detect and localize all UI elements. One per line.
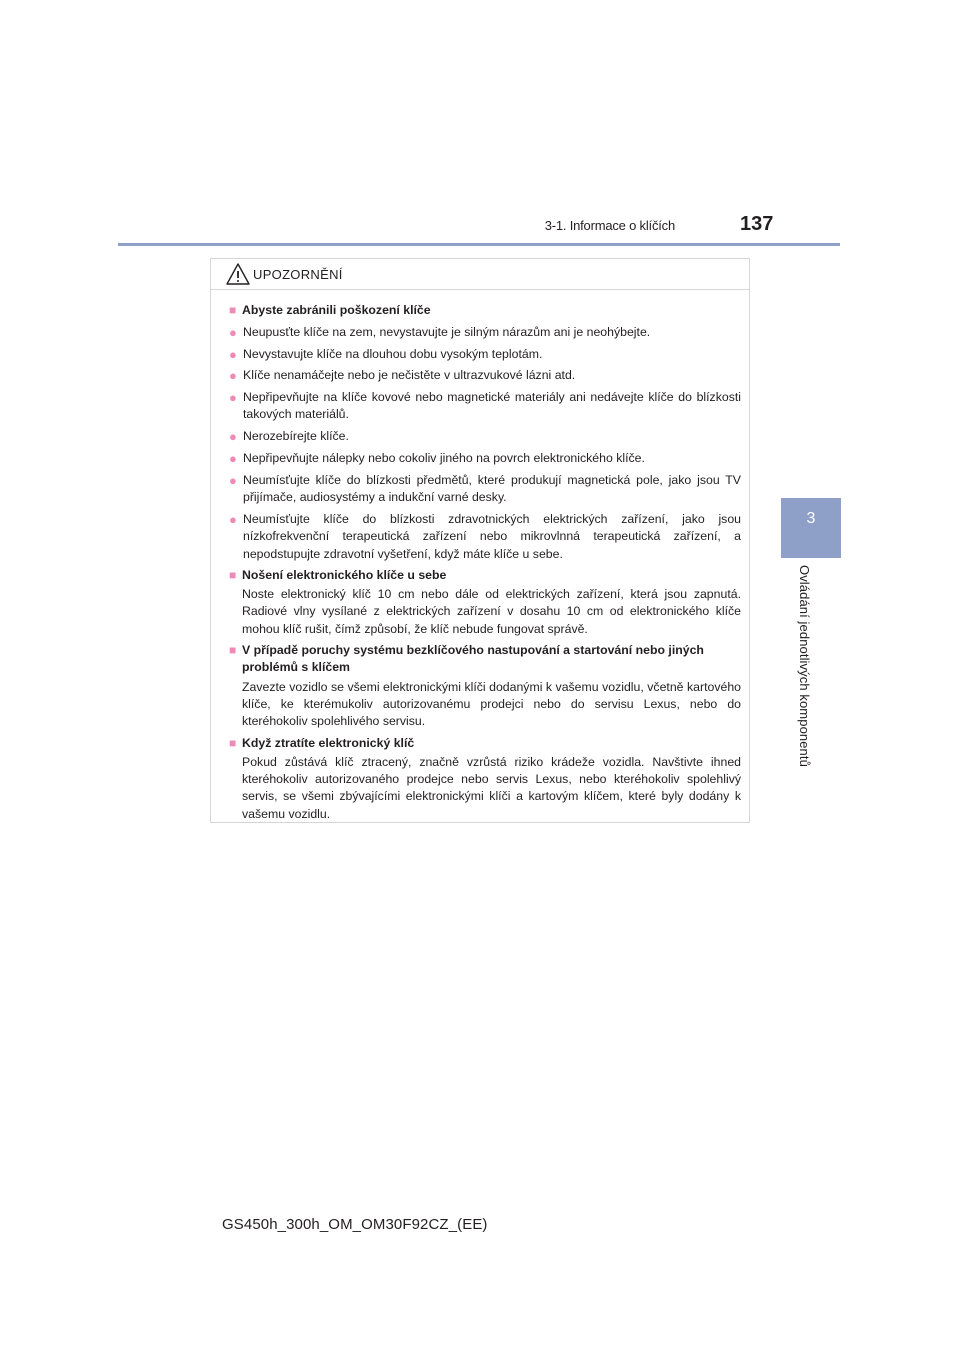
circle-bullet-icon: ●	[229, 324, 237, 340]
section-heading-text: Když ztratíte elektronický klíč	[242, 735, 415, 750]
list-item-text: Nepřipevňujte na klíče kovové nebo magnetické materiály ani nedávejte klíče do blízkosti takových materiálů.	[243, 390, 741, 422]
section-damage-prevention	[229, 302, 741, 563]
list-item	[229, 428, 741, 445]
circle-bullet-icon: ●	[229, 368, 237, 384]
circle-bullet-icon: ●	[229, 472, 237, 488]
list-item-text: Neupusťte klíče na zem, nevystavujte je silným nárazům ani je neohýbejte.	[243, 324, 651, 339]
list-item-text: Neumísťujte klíče do blízkosti předmětů, které produkují magnetická pole, jako jsou TV přijímače, audiosystémy a indukční varné desky.	[243, 472, 741, 505]
warning-box	[210, 258, 750, 823]
circle-bullet-icon: ●	[229, 346, 237, 362]
warning-header	[211, 259, 749, 290]
list-item-text: Nevystavujte klíče na dlouhou dobu vysokým teplotám.	[243, 346, 543, 361]
section-carrying-key	[229, 567, 741, 638]
list-item	[229, 346, 741, 363]
warning-triangle-icon	[225, 262, 251, 286]
circle-bullet-icon: ●	[229, 390, 237, 406]
document-id: GS450h_300h_OM_OM30F92CZ_(EE)	[222, 1216, 488, 1233]
circle-bullet-icon: ●	[229, 511, 237, 527]
list-item-text: Neumísťujte klíče do blízkosti zdravotnických elektrických zařízení, jako jsou nízkofrekvenční terapeutická zařízení nebo mikrovlnná terapeutická zařízení, a nepodstupujte zdravotní vyšetření, když máte klíče u sebe.	[243, 511, 741, 561]
section-heading	[229, 642, 741, 677]
list-item	[229, 450, 741, 467]
chapter-tab	[781, 498, 841, 558]
list-item-text: Nerozebírejte klíče.	[243, 429, 349, 444]
section-lost-key	[229, 735, 741, 823]
list-item-text: Nepřipevňujte nálepky nebo cokoliv jiného na povrch elektronického klíče.	[243, 451, 645, 466]
section-heading-text: Nošení elektronického klíče u sebe	[242, 567, 447, 582]
circle-bullet-icon: ●	[229, 451, 237, 467]
square-bullet-icon: ■	[229, 303, 237, 317]
section-paragraph: Pokud zůstává klíč ztracený, značně vzrůstá riziko krádeže vozidla. Navštivte ihned kteréhokoliv autorizovaného prodejce nebo servis Lexus, nebo kteréhokoliv spolehlivý servis, se všemi zbývajícími elektronickými klíči a kartovým klíčem, které byly dodány k vašemu vozidlu.	[242, 754, 741, 821]
section-heading	[229, 567, 741, 584]
chapter-number: 3	[806, 510, 816, 527]
list-item	[229, 511, 741, 563]
section-heading	[229, 735, 741, 752]
circle-bullet-icon: ●	[229, 429, 237, 445]
section-title: 3-1. Informace o klíčích	[544, 218, 675, 233]
square-bullet-icon: ■	[229, 643, 237, 658]
list-item	[229, 324, 741, 341]
chapter-side-label: Ovládání jednotlivých komponentů	[797, 565, 812, 767]
list-item	[229, 389, 741, 424]
square-bullet-icon: ■	[229, 735, 237, 750]
warning-body	[211, 290, 749, 823]
list-item-text: Klíče nenamáčejte nebo je nečistěte v ultrazvukové lázni atd.	[243, 368, 576, 383]
section-heading-text: Abyste zabránili poškození klíče	[242, 303, 431, 317]
section-heading-text: V případě poruchy systému bezklíčového nastupování a startování nebo jiných problémů s klíčem	[242, 643, 704, 675]
list-item	[229, 472, 741, 507]
square-bullet-icon: ■	[229, 567, 237, 582]
section-system-malfunction	[229, 642, 741, 730]
section-heading	[229, 302, 741, 319]
section-paragraph: Zavezte vozidlo se všemi elektronickými klíči dodanými k vašemu vozidlu, včetně kartového klíče, ke kterémukoliv autorizovanému prodejci nebo do servisu Lexus, nebo do kteréhokoliv spolehlivého servisu.	[242, 679, 741, 729]
list-item	[229, 367, 741, 384]
page-number: 137	[740, 213, 774, 235]
header-rule	[118, 243, 840, 246]
warning-title: UPOZORNĚNÍ	[253, 266, 343, 282]
section-paragraph: Noste elektronický klíč 10 cm nebo dále od elektrických zařízení, která jsou zapnutá. Radiové vlny vysílané z elektrických zařízení v dosahu 10 cm od elektronického klíče mohou klíč rušit, čímž způsobí, že klíč nebude fungovat správě.	[242, 587, 741, 636]
